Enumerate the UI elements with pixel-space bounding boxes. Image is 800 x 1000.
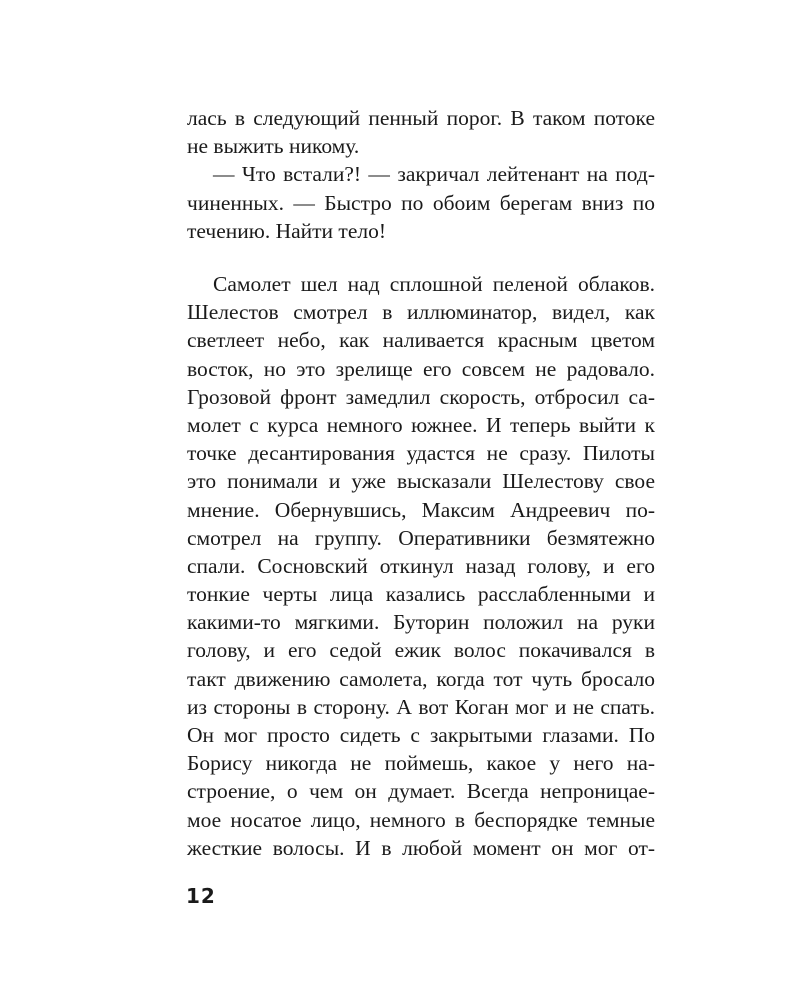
text-line: не выжить никому. — [187, 134, 360, 159]
paragraph-first-line: Самолет шел над сплошной пеленой облаков. — [213, 272, 655, 296]
dialogue-line: — Что встали?! — закричал лейтенант на под- — [213, 162, 655, 187]
text-line: это понимали и уже высказали Шелестову свое — [187, 469, 655, 494]
text-line: Шелестов смотрел в иллюминатор, видел, как — [187, 300, 655, 325]
text-line: чиненных. — Быстро по обоим берегам вниз по — [187, 190, 655, 215]
text-line: точке десантирования удастся не сразу. Пилоты — [187, 441, 655, 466]
text-line: из стороны в сторону. А вот Коган мог и не спать. — [187, 694, 655, 719]
text-line: мнение. Обернувшись, Максим Андреевич по- — [187, 497, 655, 522]
text-line: Он мог просто сидеть с закрытыми глазами. По — [187, 723, 655, 747]
text-line: смотрел на группу. Оперативники безмятежно — [187, 525, 655, 550]
text-line: Борису никогда не поймешь, какое у него на- — [187, 751, 655, 776]
text-line: Грозовой фронт замедлил скорость, отбросил са- — [187, 384, 655, 409]
text-line: спали. Сосновский откинул назад голову, и его — [187, 553, 655, 578]
text-line: течению. Найти тело! — [187, 218, 387, 243]
text-line: голову, и его седой ежик волос покачивался в — [187, 638, 655, 663]
text-line: молет с курса немного южнее. И теперь выйти к — [187, 412, 655, 437]
text-line: лась в следующий пенный порог. В таком потоке — [187, 106, 655, 130]
text-line: восток, но это зрелище его совсем не радовало. — [187, 356, 655, 381]
main-scene-text — [187, 270, 655, 862]
text-line: какими-то мягкими. Буторин положил на руки — [187, 610, 655, 635]
previous-scene-text — [187, 104, 655, 245]
text-line: жесткие волосы. И в любой момент он мог от- — [187, 835, 655, 860]
text-line: мое носатое лицо, немного в беспорядке темные — [187, 807, 655, 832]
text-line: такт движению самолета, когда тот чуть бросало — [187, 666, 655, 691]
text-line: светлеет небо, как наливается красным цветом — [187, 328, 655, 353]
page-number: 12 — [186, 884, 216, 908]
text-line: строение, о чем он думает. Всегда непроницае- — [187, 779, 655, 804]
text-line: тонкие черты лица казались расслабленными и — [187, 582, 655, 607]
